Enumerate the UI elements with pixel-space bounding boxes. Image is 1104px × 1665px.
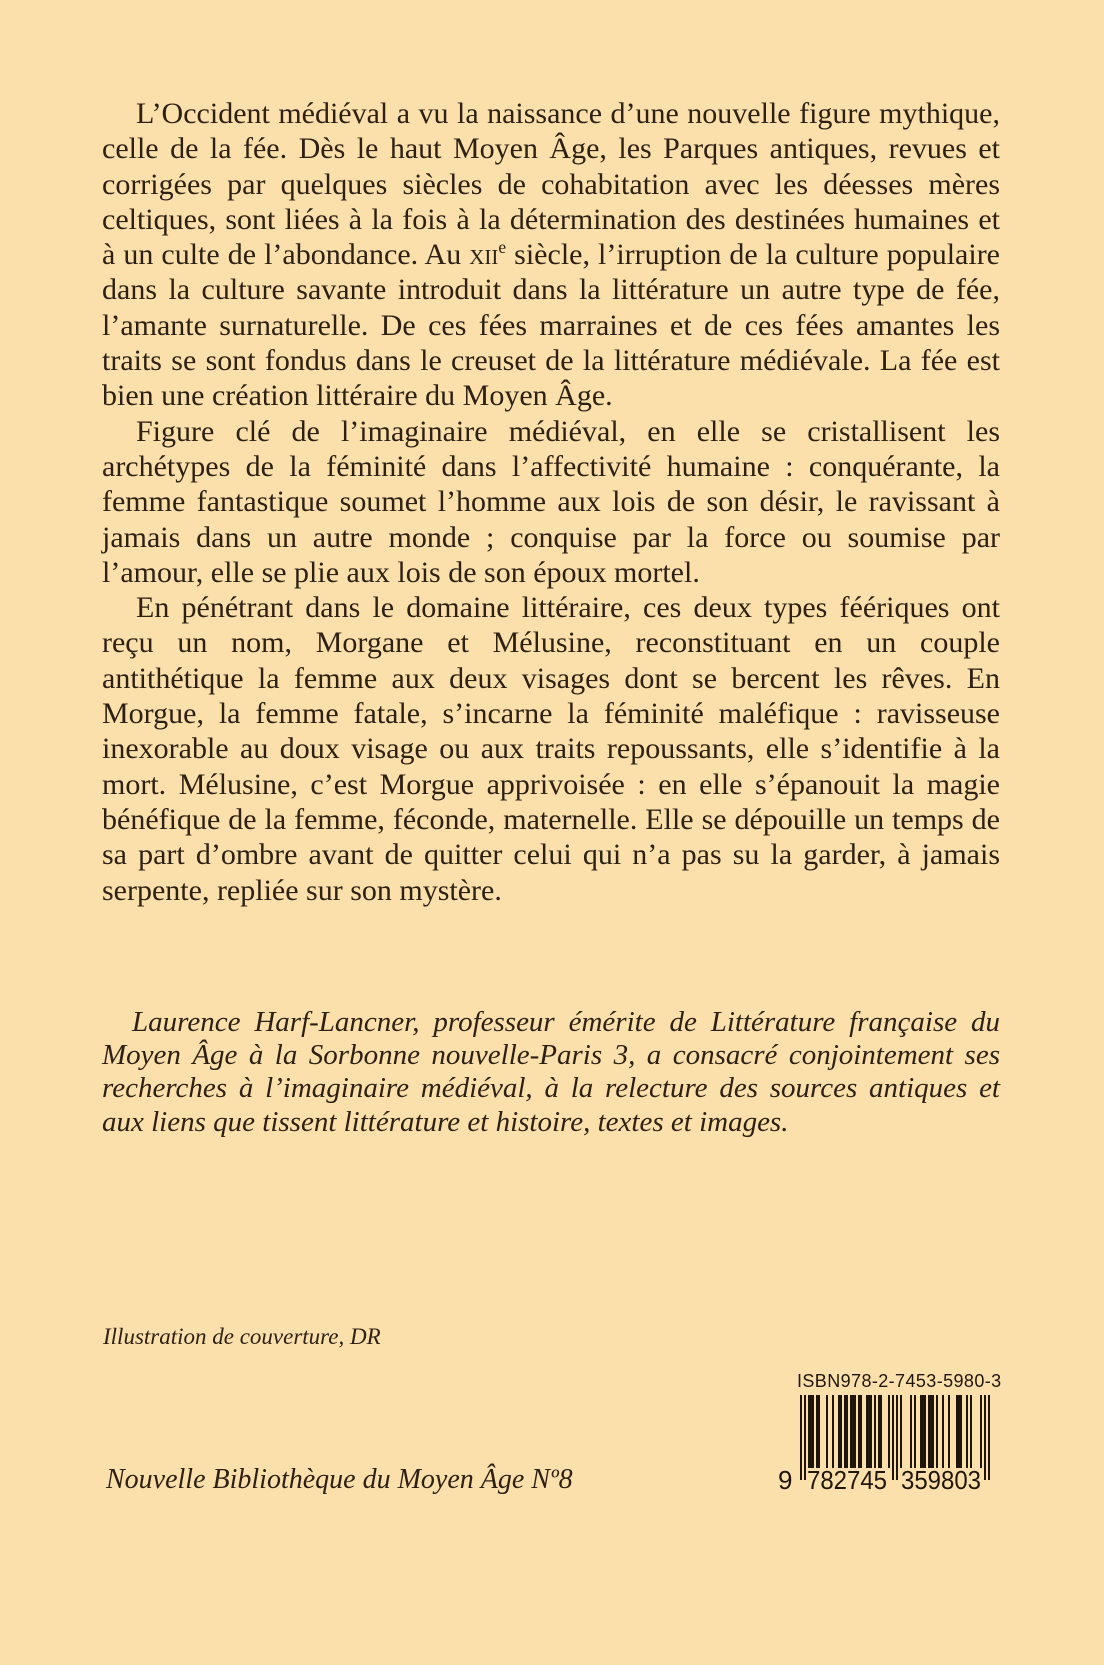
isbn-line (775, 1371, 1002, 1392)
ean13-barcode (775, 1395, 990, 1493)
svg-text:9: 9 (778, 1465, 793, 1493)
svg-text:359803: 359803 (901, 1465, 981, 1493)
isbn-number: 978-2-7453-5980-3 (840, 1371, 1002, 1391)
cover-illustration-credit: Illustration de couverture, DR (103, 1324, 381, 1349)
paragraph: Figure clé de l’imaginaire médiéval, en elle se cristallisent les archétypes de la féminité dans l’affectivité humaine : conquérante, la femme fantastique soumet l’homme aux lois de son désir, le ravissant à jamais dans un autre monde ; conquise par la force ou soumise par l’amour, elle se plie aux lois de son époux mortel. (102, 414, 1000, 589)
author-note-text: Laurence Harf-Lancner, professeur émérite de Littérature française du Moyen Âge à la Sorbonne nouvelle-Paris 3, a consacré conjointement ses recherches à l’imaginaire médiéval, à la relecture des sources antiques et aux liens que tissent littérature et histoire, textes et images. (102, 1006, 1000, 1138)
isbn-barcode-block (775, 1371, 1002, 1493)
paragraph: En pénétrant dans le domaine littéraire, ces deux types féériques ont reçu un nom, Morgane et Mélusine, reconstituant en un couple antithétique la femme aux deux visages dont se bercent les rêves. En Morgue, la femme fatale, s’incarne la féminité maléfique : ravisseuse inexorable au doux visage ou aux traits repoussants, elle s’identifie à la mort. Mélusine, c’est Morgue apprivoisée : en elle s’épanouit la magie bénéfique de la femme, féconde, maternelle. Elle se dépouille un temps de sa part d’ombre avant de quitter celui qui n’a pas su la garder, à jamais serpente, repliée sur son mystère. (102, 591, 1000, 907)
collection-title: Nouvelle Bibliothèque du Moyen Âge Nº8 (106, 1464, 573, 1495)
isbn-label: ISBN (797, 1371, 841, 1391)
svg-text:782745: 782745 (807, 1465, 887, 1493)
author-note (102, 1006, 1000, 1139)
paragraph: L’Occident médiéval a vu la naissance d’une nouvelle figure mythique, celle de la fée. Dès le haut Moyen Âge, les Parques antiques, revues et corrigées par quelques siècles de cohabitation avec les déesses mères celtiques, sont liées à la fois à la détermination des destinées humaines et à un culte de l’abondance. Au xii$^e$ siècle, l’irruption de la culture populaire dans la culture savante introduit dans la littérature un autre type de fée, l’amante surnaturelle. De ces fées marraines et de ces fées amantes les traits se sont fondus dans le creuset de la littérature médiévale. La fée est bien une création littéraire du Moyen Âge. (102, 97, 1001, 413)
body-paragraphs (102, 96, 1000, 908)
